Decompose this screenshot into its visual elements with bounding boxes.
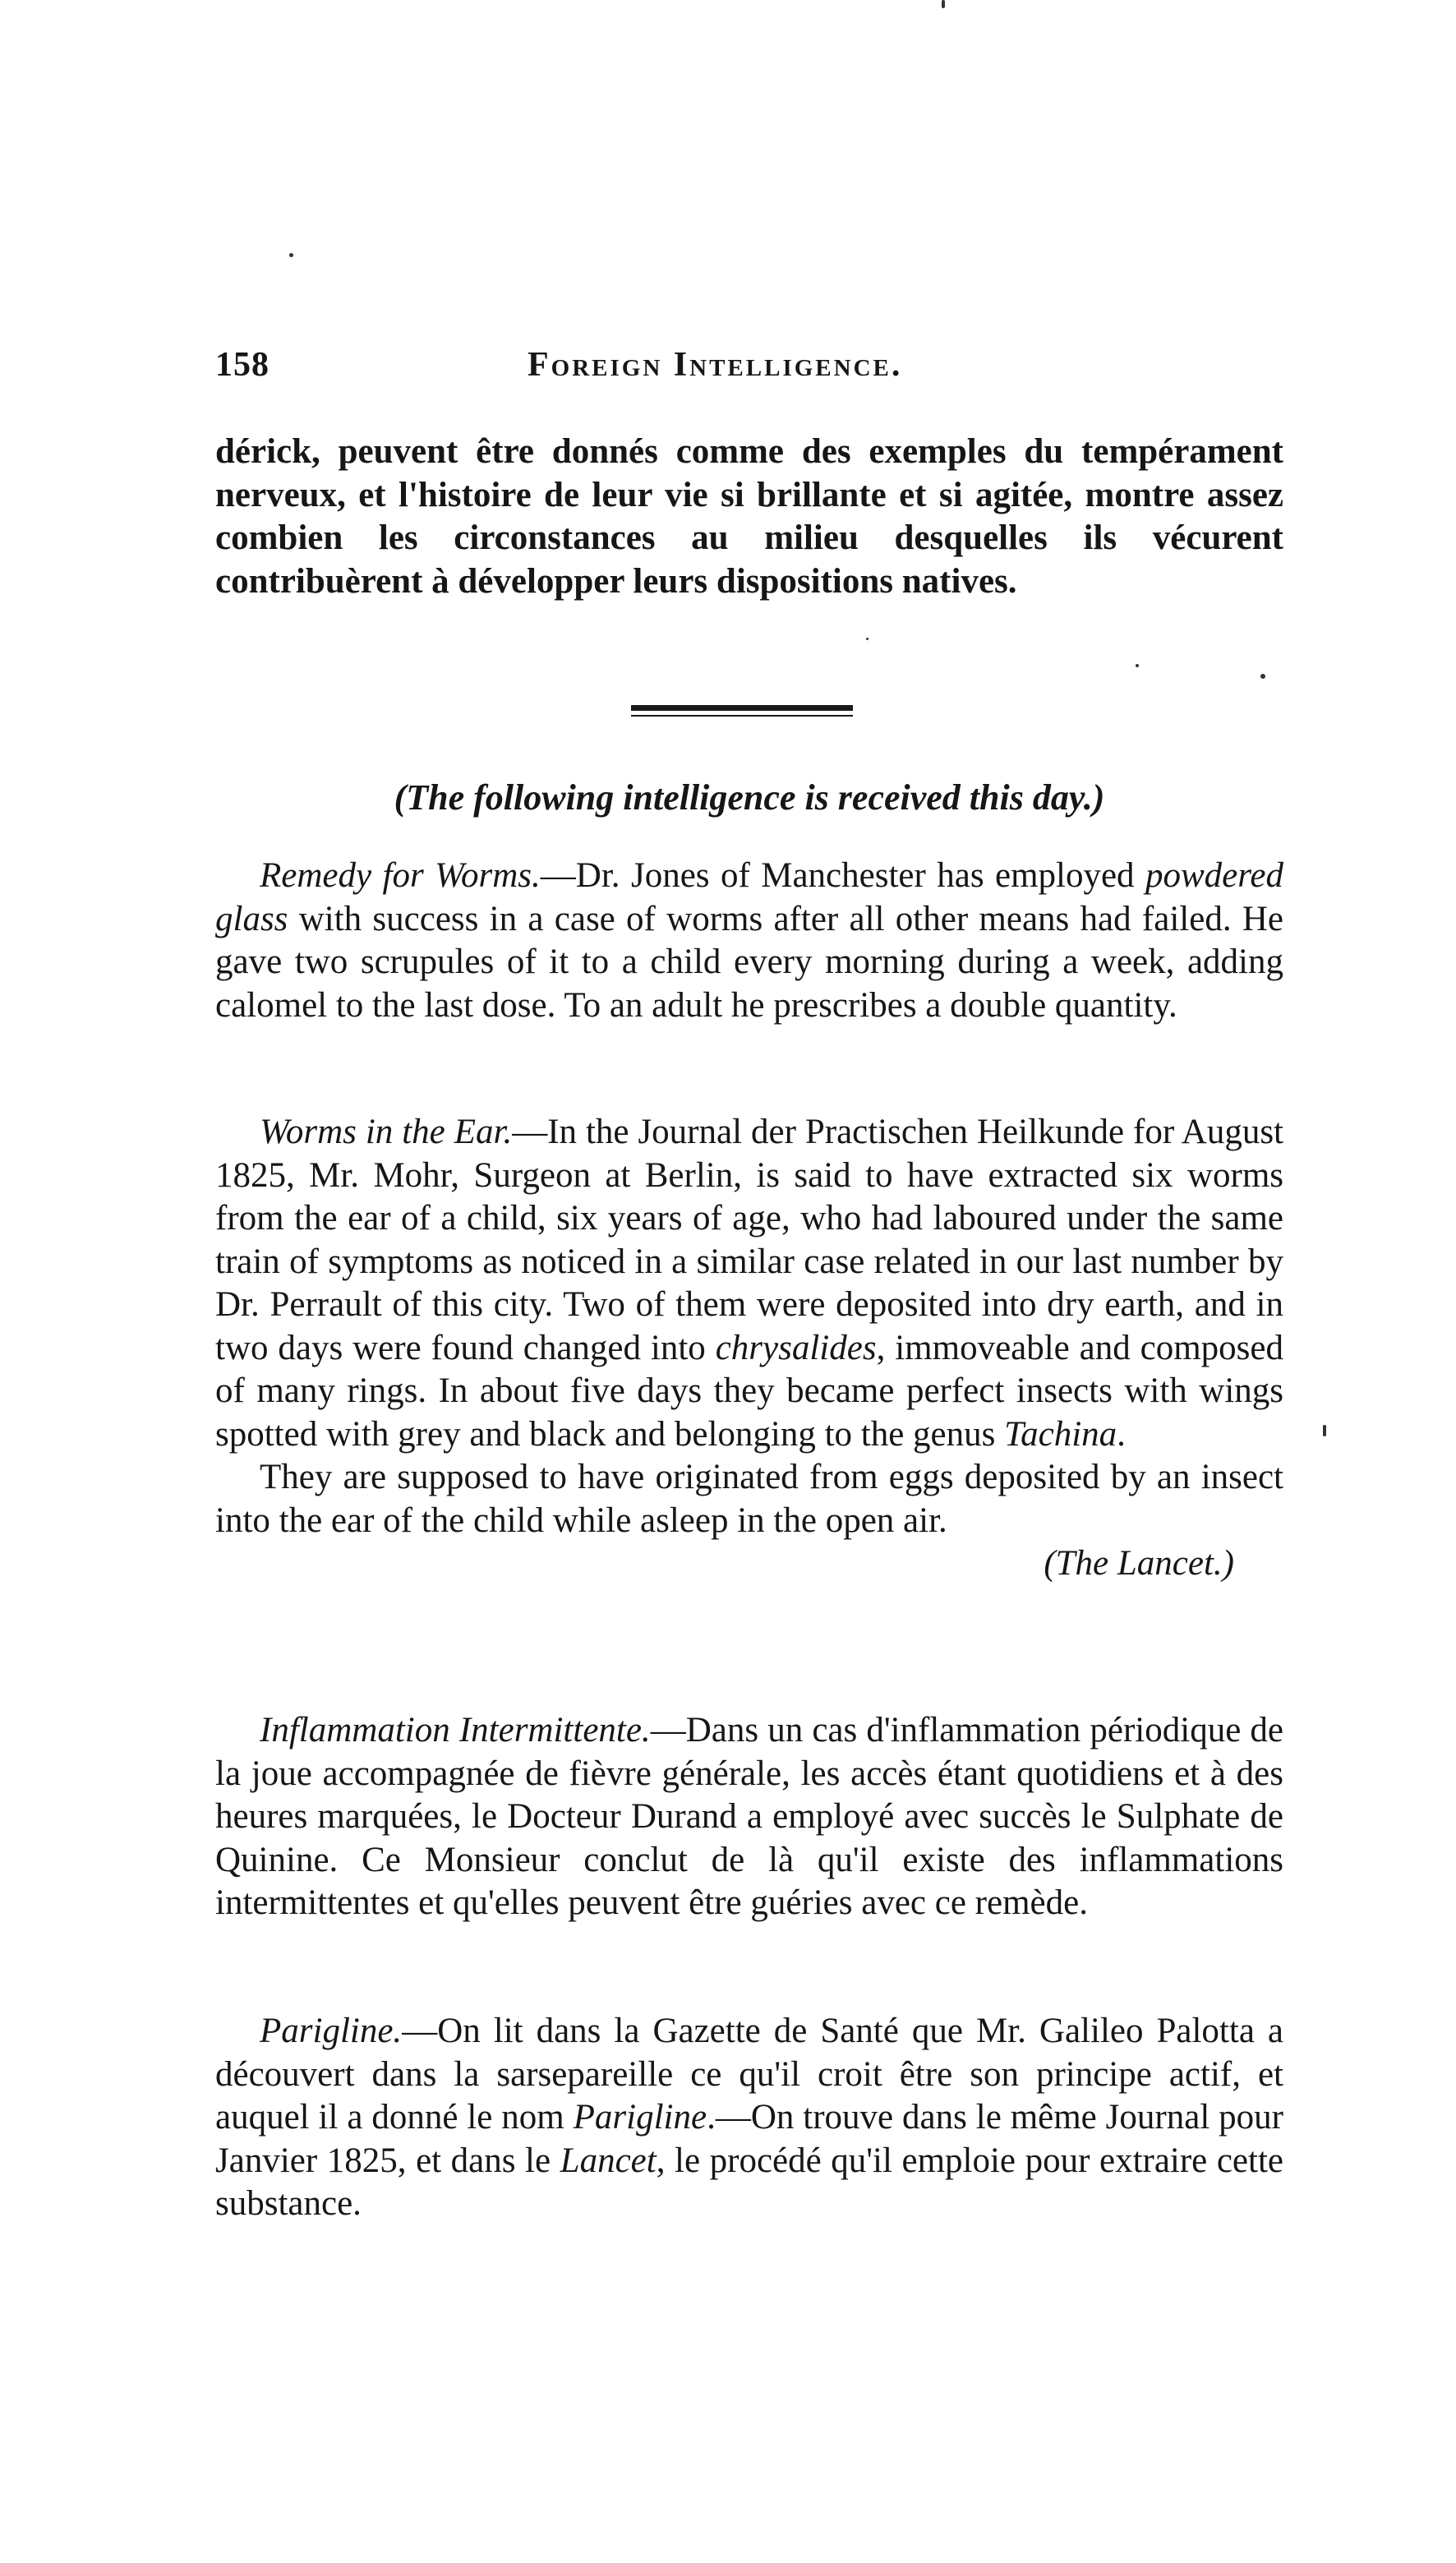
article-italic-term: Tachina <box>1004 1414 1117 1454</box>
article-title: Remedy for Worms. <box>260 856 541 895</box>
article-parigline <box>215 2010 1283 2226</box>
article-paragraph <box>215 2010 1283 2226</box>
article-title: Inflammation Intermittente. <box>260 1711 651 1749</box>
article-text: with success in a case of worms after all other means had failed. He gave two scrupules of it to a child every morning during a week, adding calomel to the last dose. To an adult he prescribes a double quantity. <box>215 899 1283 1025</box>
article-title: Worms in the Ear. <box>260 1113 513 1151</box>
article-text: . <box>1117 1414 1126 1454</box>
article-remedy-for-worms <box>215 855 1283 1027</box>
article-text: .—On trouve dans le même Journal pour Janvier 1825, et dans le <box>215 2098 1283 2180</box>
section-rule <box>631 705 853 711</box>
scan-speck <box>1260 674 1265 679</box>
article-text: , immoveable and composed of many rings. In about five days they became perfect insects with wings spotted with grey and black and belonging to the genus <box>215 1328 1283 1454</box>
scan-speck <box>1323 1425 1326 1436</box>
scan-speck <box>289 253 293 257</box>
page-number: 158 <box>215 346 270 384</box>
page-header <box>215 345 1283 394</box>
article-paragraph <box>215 855 1283 1027</box>
scan-speck <box>1136 664 1139 667</box>
article-text: —In the Journal der Practischen Heilkunde for August 1825, Mr. Mohr, Surgeon at Berlin, is said to have extracted six worms from the ear of a child, six years of age, who had laboured under the same train of symptoms as noticed in a similar case related in our last number by Dr. Perrault of this city. Two of them were deposited into dry earth, and in two days were found changed into <box>215 1113 1283 1367</box>
opening-paragraph-text: dérick, peuvent être donnés comme des exemples du tempérament nerveux, et l'histoire de leur vie si brillante et si agitée, montre assez combien les circonstances au milieu desquelles ils vécurent contribuèrent à développer leurs dispositions natives. <box>215 432 1283 601</box>
article-worms-in-the-ear <box>215 1111 1283 1586</box>
article-italic-term: Lancet <box>560 2141 657 2180</box>
article-paragraph <box>215 1709 1283 1925</box>
article-text: —Dans un cas d'inflammation périodique de la joue accompagnée de fièvre générale, les accès étant quotidiens et à des heures marquées, le Docteur Durand a employé avec succès le Sulphate de Quinine. Ce Monsieur conclut de là qu'il existe des inflammations intermittentes et qu'elles peuvent être guéries avec ce remède. <box>215 1711 1283 1922</box>
notice-heading: (The following intelligence is received this day.) <box>394 777 1105 818</box>
scan-speck <box>866 638 869 640</box>
article-italic-term: Parigline <box>573 2098 707 2137</box>
article-source: (The Lancet.) <box>1044 1544 1234 1583</box>
scan-speck <box>942 0 945 8</box>
article-italic-term: chrysalides <box>715 1328 877 1367</box>
opening-paragraph <box>215 431 1283 603</box>
article-title: Parigline. <box>260 2012 403 2050</box>
running-head: Foreign Intelligence. <box>528 346 903 384</box>
source-line <box>215 1542 1283 1586</box>
article-text: —Dr. Jones of Manchester has employed <box>540 856 1145 895</box>
article-italic-term: powdered glass <box>215 856 1283 938</box>
section-rule-thin <box>631 715 853 717</box>
article-text: They are supposed to have originated from eggs deposited by an insect into the ear of the child while asleep in the open air. <box>215 1458 1283 1540</box>
article-paragraph <box>215 1111 1283 1456</box>
article-inflammation-intermittente <box>215 1709 1283 1925</box>
article-text: , le procédé qu'il emploie pour extraire cette substance. <box>215 2141 1283 2223</box>
article-paragraph-2 <box>215 1456 1283 1542</box>
article-text: —On lit dans la Gazette de Santé que Mr. Galileo Palotta a découvert dans la sarsepareille ce qu'il croit être son principe actif, et auquel il a donné le nom <box>215 2012 1283 2137</box>
